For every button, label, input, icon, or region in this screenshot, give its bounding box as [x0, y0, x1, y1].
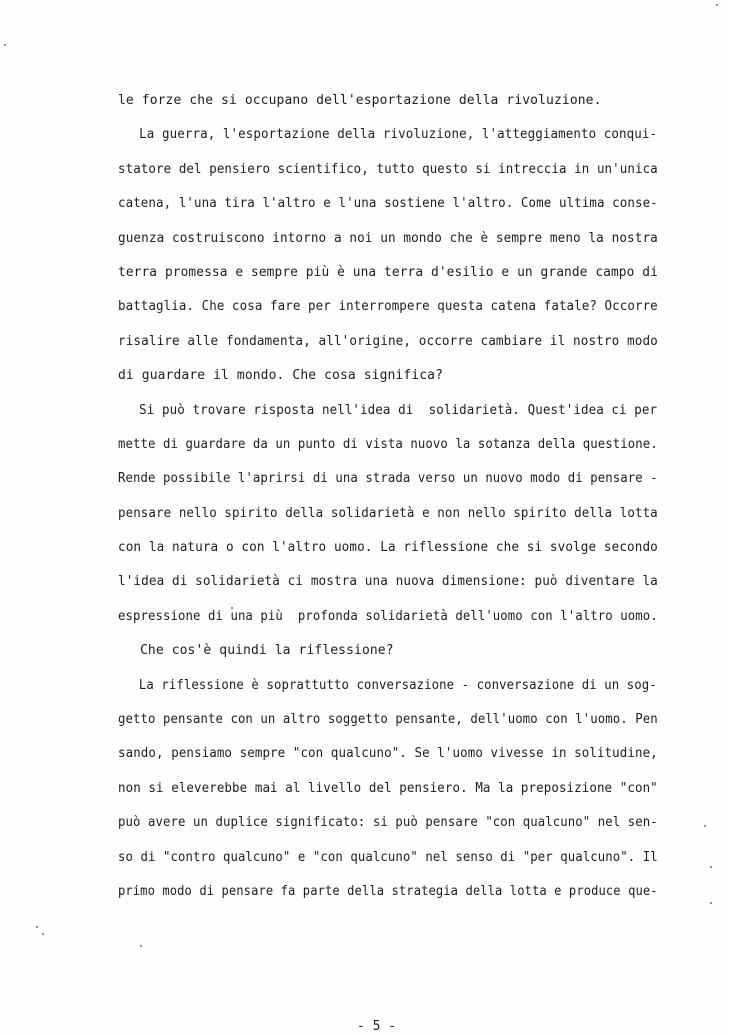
text-line: non si eleverebbe mai al livello del pensiero. Ma la preposizione "con"	[118, 780, 658, 796]
text-line: mette di guardare da un punto di vista nuovo la sotanza della questione.	[118, 436, 658, 452]
text-line: con la natura o con l'altro uomo. La riflessione che si svolge secondo	[118, 540, 658, 556]
text-line: le forze che si occupano dell'esportazione della rivoluzione.	[118, 93, 602, 108]
scan-speck	[42, 933, 44, 935]
text-line: espressione di una più profonda solidarietà dell'uomo con l'altro uomo.	[118, 608, 658, 624]
text-line: di guardare il mondo. Che cosa significa?	[118, 368, 443, 384]
scan-speck	[704, 825, 706, 827]
scan-speck	[716, 4, 718, 6]
text-line: terra promessa e sempre più è una terra d'esilio e un grande campo di	[118, 264, 658, 280]
text-line: so di "contro qualcuno" e "con qualcuno" nel senso di "per qualcuno". Il	[118, 849, 658, 865]
text-line: l'idea di solidarietà ci mostra una nuova dimensione: può diventare la	[118, 574, 658, 590]
scan-speck	[4, 44, 6, 46]
text-line: pensare nello spirito della solidarietà e non nello spirito della lotta	[118, 505, 658, 521]
text-line: può avere un duplice significato: si può pensare "con qualcuno" nel sen-	[118, 815, 658, 831]
scan-speck	[140, 945, 142, 947]
scan-speck	[710, 902, 712, 904]
text-line: primo modo di pensare fa parte della strategia della lotta e produce que-	[118, 883, 658, 899]
scan-speck	[36, 926, 38, 928]
text-line: getto pensante con un altro soggetto pensante, dell'uomo con l'uomo. Pen	[118, 712, 658, 728]
text-line: catena, l'una tira l'altro e l'una sostiene l'altro. Come ultima conse-	[118, 196, 658, 212]
text-line: Si può trovare risposta nell'idea di solidarietà. Quest'idea ci per	[139, 402, 658, 418]
scan-speck	[710, 866, 712, 868]
text-line: Che cos'è quindi la riflessione?	[140, 643, 394, 659]
text-line: Rende possibile l'aprirsi di una strada verso un nuovo modo di pensare -	[118, 471, 658, 487]
scan-speck	[231, 607, 233, 609]
text-line: La guerra, l'esportazione della rivoluzione, l'atteggiamento conqui-	[139, 127, 658, 143]
text-line: risalire alle fondamenta, all'origine, occorre cambiare il nostro modo	[118, 333, 658, 349]
page-number: - 5 -	[356, 1019, 397, 1034]
text-line: La riflessione è soprattutto conversazione - conversazione di un sog-	[138, 677, 657, 693]
text-line: guenza costruiscono intorno a noi un mondo che è sempre meno la nostra	[118, 230, 658, 246]
text-line: battaglia. Che cosa fare per interrompere questa catena fatale? Occorre	[118, 299, 658, 315]
body-text	[118, 91, 658, 916]
text-line: statore del pensiero scientifico, tutto questo si intreccia in un'unica	[118, 161, 658, 177]
text-line: sando, pensiamo sempre "con qualcuno". Se l'uomo vivesse in solitudine,	[118, 746, 658, 762]
